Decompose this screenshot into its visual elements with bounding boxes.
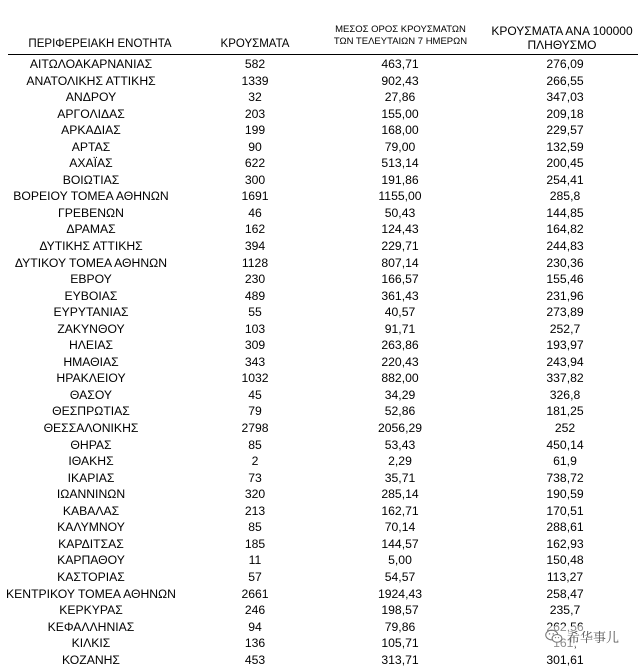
region-cell: ΔΥΤΙΚΟΥ ΤΟΜΕΑ ΑΘΗΝΩΝ (14, 255, 168, 270)
per100k-cell: 301,61 (546, 652, 584, 667)
cases-cell: 309 (244, 338, 266, 353)
cases-cell: 213 (244, 503, 266, 518)
header-region: ΠΕΡΙΦΕΡΕΙΑΚΗ ΕΝΟΤΗΤΑ (28, 38, 172, 50)
per100k-cell: 200,45 (546, 156, 584, 171)
region-cell: ΚΕΦΑΛΛΗΝΙΑΣ (47, 619, 135, 634)
avg7-cell: 807,14 (381, 255, 419, 270)
table-row (0, 271, 640, 288)
per100k-cell: 738,72 (546, 470, 584, 485)
table-row (0, 437, 640, 454)
avg7-cell: 361,43 (381, 288, 419, 303)
table-row (0, 288, 640, 305)
region-cell: ΘΕΣΠΡΩΤΙΑΣ (52, 404, 130, 419)
region-cell: ΗΜΑΘΙΑΣ (63, 354, 119, 369)
region-cell: ΚΑΡΠΑΘΟΥ (57, 553, 125, 568)
region-cell: ΑΙΤΩΛΟΑΚΑΡΝΑΝΙΑΣ (29, 57, 153, 71)
per100k-cell: 273,89 (546, 305, 584, 320)
table-row (0, 403, 640, 420)
table-row (0, 337, 640, 354)
table-row (0, 321, 640, 338)
cases-cell: 230 (244, 272, 266, 287)
header-per100k (487, 24, 637, 53)
cases-cell: 199 (244, 123, 266, 138)
avg7-cell: 2,29 (388, 454, 412, 469)
per100k-cell: 254,41 (546, 172, 584, 187)
avg7-cell: 313,71 (381, 652, 419, 667)
table-row (0, 354, 640, 371)
header-avg7-line2: ΤΩΝ ΤΕΛΕΥΤΑΙΩΝ 7 ΗΜΕΡΩΝ (333, 35, 468, 47)
avg7-cell: 53,43 (384, 437, 416, 452)
region-cell: ΚΕΡΚΥΡΑΣ (59, 603, 123, 618)
per100k-cell: 243,94 (546, 354, 584, 369)
avg7-cell: 70,14 (384, 520, 416, 535)
table-row (0, 453, 640, 470)
avg7-cell: 902,43 (381, 73, 419, 88)
table-row (0, 73, 640, 90)
header-per100k-line2: ΠΛΗΘΥΣΜΟ (527, 38, 597, 53)
region-cell: ΘΕΣΣΑΛΟΝΙΚΗΣ (43, 421, 139, 436)
table-row (0, 255, 640, 272)
watermark-text: 希华事儿 (566, 630, 619, 645)
per100k-cell: 170,51 (546, 503, 584, 518)
cases-cell: 85 (248, 520, 262, 535)
wechat-icon (545, 629, 563, 644)
avg7-cell: 124,43 (381, 222, 419, 237)
per100k-cell: 252,7 (549, 321, 581, 336)
region-cell: ΙΘΑΚΗΣ (68, 454, 114, 469)
cases-cell: 1691 (241, 189, 269, 204)
cases-cell: 489 (244, 288, 266, 303)
table-row (0, 586, 640, 603)
region-cell: ΘΗΡΑΣ (70, 437, 112, 452)
per100k-cell: 252 (554, 421, 576, 436)
table-body (0, 56, 640, 668)
cases-cell: 300 (244, 172, 266, 187)
table-row (0, 370, 640, 387)
cases-cell: 90 (248, 139, 262, 154)
region-cell: ΑΡΚΑΔΙΑΣ (61, 123, 121, 138)
per100k-cell: 276,09 (546, 57, 584, 71)
region-cell: ΘΑΣΟΥ (69, 387, 113, 402)
region-cell: ΒΟΡΕΙΟΥ ΤΟΜΕΑ ΑΘΗΝΩΝ (13, 189, 169, 204)
region-cell: ΔΡΑΜΑΣ (66, 222, 116, 237)
region-cell: ΚΑΒΑΛΑΣ (62, 503, 120, 518)
per100k-cell: 190,59 (546, 487, 584, 502)
table-row (0, 56, 640, 73)
avg7-cell: 91,71 (384, 321, 416, 336)
region-cell: ΗΡΑΚΛΕΙΟΥ (56, 371, 126, 386)
cases-cell: 1339 (241, 73, 269, 88)
table-row (0, 122, 640, 139)
cases-cell: 622 (244, 156, 266, 171)
avg7-cell: 229,71 (381, 239, 419, 254)
region-cell: ΚΙΛΚΙΣ (71, 636, 111, 651)
table-row (0, 172, 640, 189)
table-row (0, 89, 640, 106)
avg7-cell: 168,00 (381, 123, 419, 138)
per100k-cell: 288,61 (546, 520, 584, 535)
header-avg7-line1: ΜΕΣΟΣ ΟΡΟΣ ΚΡΟΥΣΜΑΤΩΝ (335, 24, 466, 35)
table-row (0, 470, 640, 487)
per100k-cell: 193,97 (546, 338, 584, 353)
region-cell: ΑΡΤΑΣ (71, 139, 111, 154)
per100k-cell: 162,93 (546, 536, 584, 551)
cases-cell: 394 (244, 239, 266, 254)
table-row (0, 602, 640, 619)
per100k-cell: 209,18 (546, 106, 584, 121)
region-cell: ΑΧΑΪΑΣ (69, 156, 113, 171)
per100k-cell: 113,27 (546, 569, 584, 584)
avg7-cell: 144,57 (381, 536, 419, 551)
avg7-cell: 40,57 (384, 305, 416, 320)
per100k-cell: 266,55 (546, 73, 584, 88)
per100k-cell: 61,9 (553, 454, 577, 469)
per100k-cell: 132,59 (546, 139, 584, 154)
table-header (0, 0, 640, 56)
avg7-cell: 191,86 (381, 172, 419, 187)
table-row (0, 387, 640, 404)
cases-cell: 185 (244, 536, 266, 551)
region-cell: ΗΛΕΙΑΣ (68, 338, 114, 353)
table-row (0, 536, 640, 553)
cases-cell: 246 (244, 603, 266, 618)
per100k-cell: 229,57 (546, 123, 584, 138)
region-cell: ΒΟΙΩΤΙΑΣ (62, 172, 120, 187)
per100k-cell: 244,83 (546, 239, 584, 254)
table-row (0, 139, 640, 156)
cases-cell: 79 (248, 404, 262, 419)
per100k-cell: 235,7 (549, 603, 581, 618)
cases-cell: 85 (248, 437, 262, 452)
cases-cell: 582 (244, 57, 266, 71)
avg7-cell: 5,00 (388, 553, 412, 568)
per100k-cell: 347,03 (546, 90, 584, 105)
per100k-cell: 150,48 (546, 553, 584, 568)
per100k-cell: 285,8 (549, 189, 581, 204)
watermark (542, 626, 622, 647)
avg7-cell: 2056,29 (377, 421, 423, 436)
region-cell: ΖΑΚΥΝΘΟΥ (57, 321, 125, 336)
table-row (0, 155, 640, 172)
per100k-cell: 231,96 (546, 288, 584, 303)
header-divider (8, 54, 638, 55)
per100k-cell: 337,82 (546, 371, 584, 386)
table-row (0, 188, 640, 205)
region-cell: ΚΑΡΔΙΤΣΑΣ (58, 536, 124, 551)
avg7-cell: 52,86 (384, 404, 416, 419)
cases-cell: 11 (248, 553, 262, 568)
region-cell: ΚΑΣΤΟΡΙΑΣ (57, 569, 125, 584)
avg7-cell: 166,57 (381, 272, 419, 287)
table-row (0, 221, 640, 238)
avg7-cell: 198,57 (381, 603, 419, 618)
cases-cell: 57 (248, 569, 262, 584)
table-row (0, 205, 640, 222)
region-cell: ΕΥΒΟΙΑΣ (64, 288, 118, 303)
cases-cell: 46 (248, 205, 262, 220)
per100k-cell: 326,8 (549, 387, 581, 402)
cases-cell: 2661 (241, 586, 269, 601)
header-per100k-line1: ΚΡΟΥΣΜΑΤΑ ΑΝΑ 100000 (491, 24, 633, 38)
cases-cell: 103 (244, 321, 266, 336)
header-avg7 (318, 24, 483, 48)
cases-cell: 32 (248, 90, 262, 105)
avg7-cell: 263,86 (381, 338, 419, 353)
avg7-cell: 285,14 (381, 487, 419, 502)
avg7-cell: 463,71 (381, 57, 419, 71)
cases-cell: 136 (244, 636, 266, 651)
avg7-cell: 54,57 (384, 569, 416, 584)
region-cell: ΕΒΡΟΥ (70, 272, 112, 287)
table-row (0, 503, 640, 520)
avg7-cell: 1155,00 (378, 189, 422, 204)
cases-cell: 2798 (241, 421, 269, 436)
avg7-cell: 513,14 (381, 156, 419, 171)
avg7-cell: 1924,43 (377, 586, 423, 601)
cases-cell: 343 (244, 354, 266, 369)
cases-cell: 73 (248, 470, 262, 485)
region-cell: ΚΑΛΥΜΝΟΥ (57, 520, 125, 535)
table-row (0, 652, 640, 668)
cases-cell: 453 (244, 652, 266, 667)
region-cell: ΕΥΡΥΤΑΝΙΑΣ (53, 305, 129, 320)
table-row (0, 420, 640, 437)
avg7-cell: 79,86 (384, 619, 416, 634)
region-cell: ΚΟΖΑΝΗΣ (62, 652, 120, 667)
table-row (0, 569, 640, 586)
avg7-cell: 34,29 (384, 387, 416, 402)
avg7-cell: 27,86 (384, 90, 416, 105)
region-cell: ΔΥΤΙΚΗΣ ΑΤΤΙΚΗΣ (39, 239, 143, 254)
per100k-cell: 258,47 (546, 586, 584, 601)
avg7-cell: 882,00 (381, 371, 419, 386)
avg7-cell: 162,71 (381, 503, 419, 518)
avg7-cell: 220,43 (381, 354, 419, 369)
avg7-cell: 105,71 (381, 636, 419, 651)
per100k-cell: 450,14 (546, 437, 584, 452)
cases-cell: 1032 (241, 371, 269, 386)
region-cell: ΚΕΝΤΡΙΚΟΥ ΤΟΜΕΑ ΑΘΗΝΩΝ (6, 586, 176, 601)
table-row (0, 304, 640, 321)
cases-cell: 1128 (241, 255, 269, 270)
table-row (0, 238, 640, 255)
region-cell: ΓΡΕΒΕΝΩΝ (58, 205, 124, 220)
cases-cell: 320 (244, 487, 266, 502)
per100k-cell: 155,46 (546, 272, 584, 287)
per100k-cell: 164,82 (546, 222, 584, 237)
cases-cell: 55 (248, 305, 262, 320)
region-cell: ΑΡΓΟΛΙΔΑΣ (57, 106, 125, 121)
cases-cell: 94 (248, 619, 262, 634)
region-cell: ΑΝΔΡΟΥ (65, 90, 117, 105)
table-row (0, 106, 640, 123)
table-row (0, 552, 640, 569)
region-cell: ΙΚΑΡΙΑΣ (67, 470, 115, 485)
cases-cell: 203 (244, 106, 266, 121)
cases-cell: 45 (248, 387, 262, 402)
per100k-cell: 230,36 (546, 255, 584, 270)
per100k-cell: 181,25 (546, 404, 584, 419)
avg7-cell: 50,43 (384, 205, 416, 220)
avg7-cell: 35,71 (384, 470, 416, 485)
table-row (0, 486, 640, 503)
avg7-cell: 79,00 (384, 139, 416, 154)
region-cell: ΙΩΑΝΝΙΝΩΝ (56, 487, 126, 502)
avg7-cell: 155,00 (381, 106, 419, 121)
region-cell: ΑΝΑΤΟΛΙΚΗΣ ΑΤΤΙΚΗΣ (26, 73, 156, 88)
table-row (0, 519, 640, 536)
cases-cell: 2 (251, 454, 259, 469)
header-cases: ΚΡΟΥΣΜΑΤΑ (220, 38, 290, 50)
per100k-cell: 144,85 (546, 205, 584, 220)
cases-cell: 162 (244, 222, 266, 237)
